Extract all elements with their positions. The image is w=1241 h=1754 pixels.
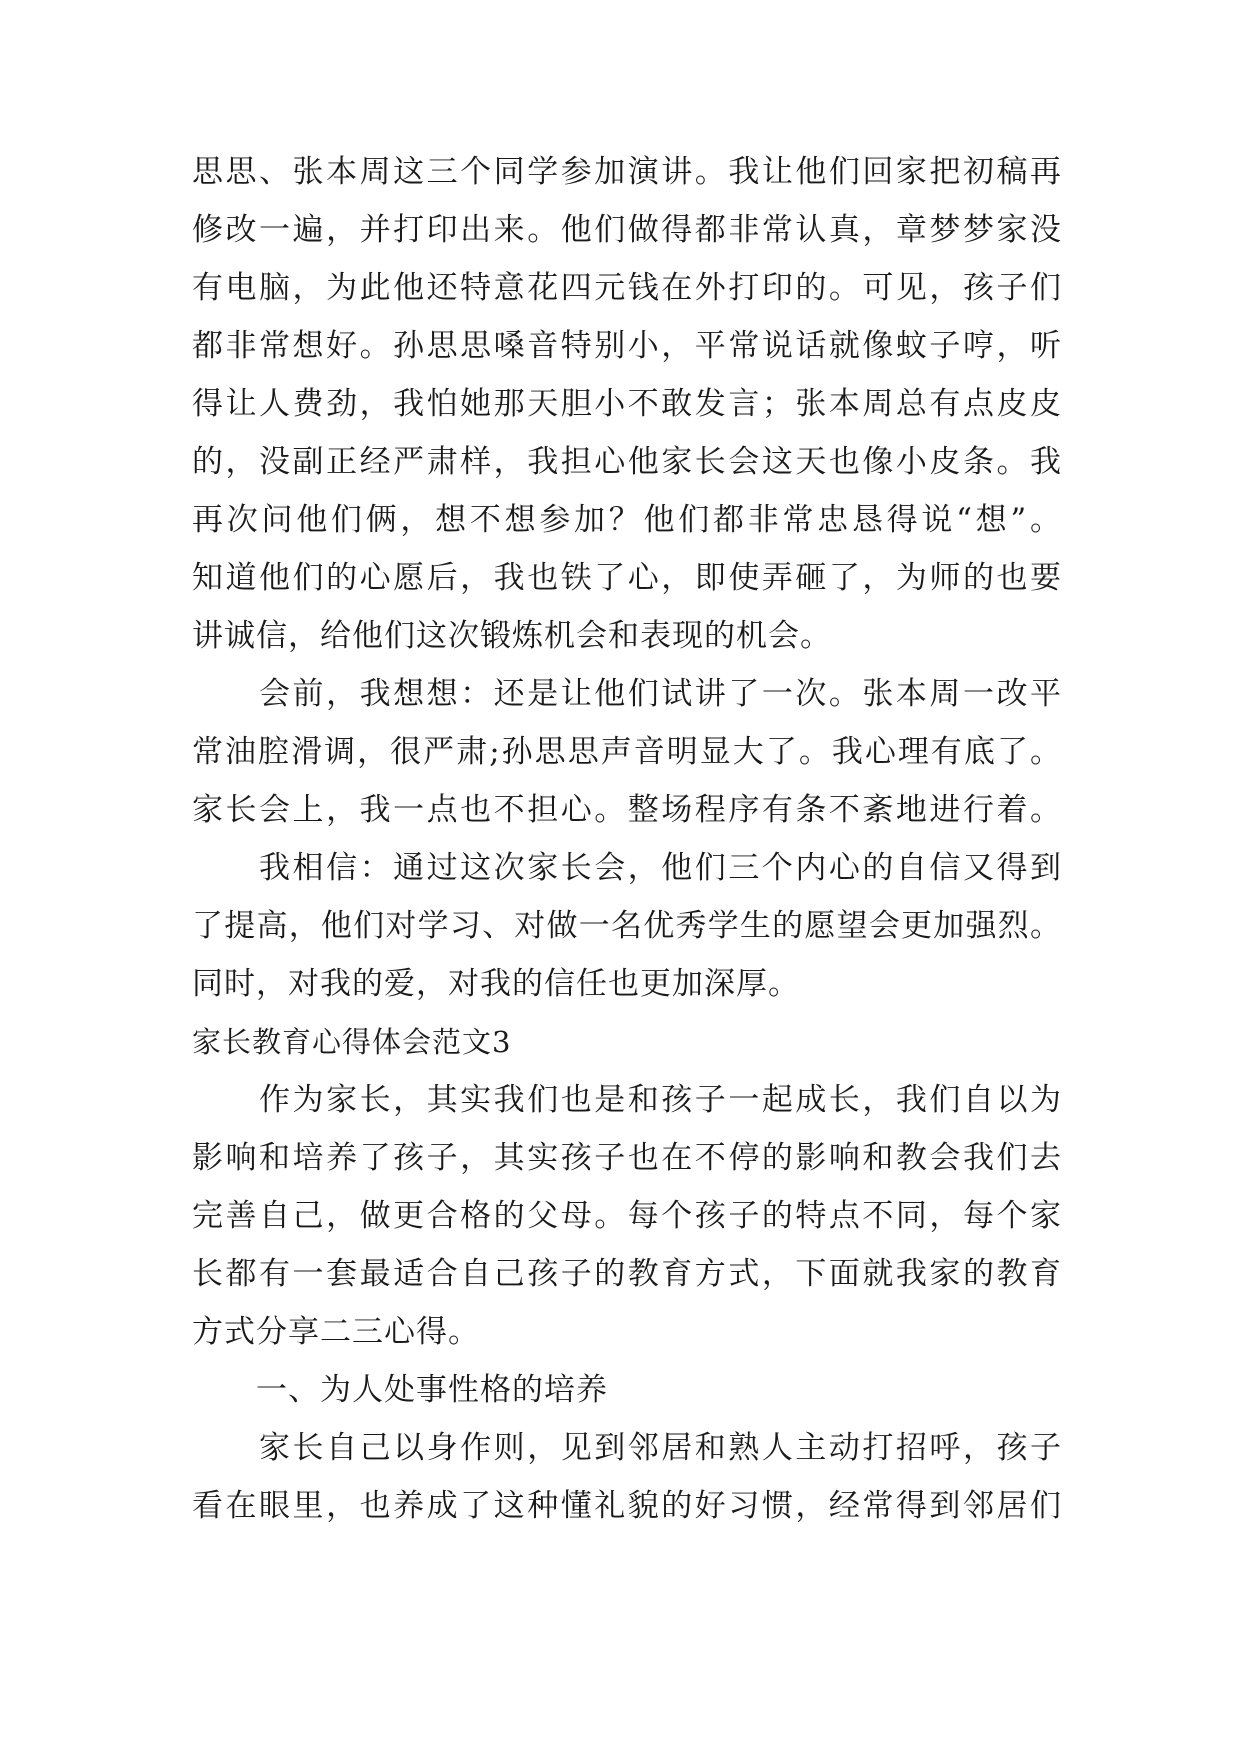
text-line: 方式分享二三心得。: [192, 1314, 480, 1350]
text-line: 修改一遍，并打印出来。他们做得都非常认真，章梦梦家没: [192, 212, 1062, 248]
text-line: 我相信：通过这次家长会，他们三个内心的自信又得到: [192, 850, 1062, 886]
text-line: 思思、张本周这三个同学参加演讲。我让他们回家把初稿再: [192, 154, 1062, 190]
text-line: 同时，对我的爱，对我的信任也更加深厚。: [192, 966, 800, 1002]
text-line: 有电脑，为此他还特意花四元钱在外打印的。可见，孩子们: [192, 270, 1062, 306]
text-line: 都非常想好。孙思思嗓音特别小，平常说话就像蚊子哼，听: [192, 328, 1062, 364]
subsection-heading: 一、为人处事性格的培养: [192, 1372, 608, 1408]
text-line: 再次问他们俩，想不想参加？他们都非常忠恳得说“想”。: [192, 502, 1062, 538]
text-line: 会前，我想想：还是让他们试讲了一次。张本周一改平: [192, 676, 1062, 712]
text-line: 知道他们的心愿后，我也铁了心，即使弄砸了，为师的也要: [192, 560, 1062, 596]
text-line: 了提高，他们对学习、对做一名优秀学生的愿望会更加强烈。: [192, 908, 1062, 944]
section-heading: 家长教育心得体会范文3: [192, 1025, 512, 1059]
text-line: 家长会上，我一点也不担心。整场程序有条不紊地进行着。: [192, 792, 1062, 828]
text-line: 长都有一套最适合自己孩子的教育方式，下面就我家的教育: [192, 1256, 1062, 1292]
text-line: 家长自己以身作则，见到邻居和熟人主动打招呼，孩子: [192, 1430, 1062, 1466]
text-line: 完善自己，做更合格的父母。每个孩子的特点不同，每个家: [192, 1198, 1062, 1234]
text-line: 影响和培养了孩子，其实孩子也在不停的影响和教会我们去: [192, 1140, 1062, 1176]
text-line: 的，没副正经严肃样，我担心他家长会这天也像小皮条。我: [192, 444, 1062, 480]
text-line: 常油腔滑调，很严肃;孙思思声音明显大了。我心理有底了。: [192, 734, 1062, 770]
text-line: 讲诚信，给他们这次锻炼机会和表现的机会。: [192, 618, 832, 654]
text-line: 看在眼里，也养成了这种懂礼貌的好习惯，经常得到邻居们: [192, 1488, 1062, 1524]
text-line: 作为家长，其实我们也是和孩子一起成长，我们自以为: [192, 1082, 1062, 1118]
text-line: 得让人费劲，我怕她那天胆小不敢发言；张本周总有点皮皮: [192, 386, 1062, 422]
